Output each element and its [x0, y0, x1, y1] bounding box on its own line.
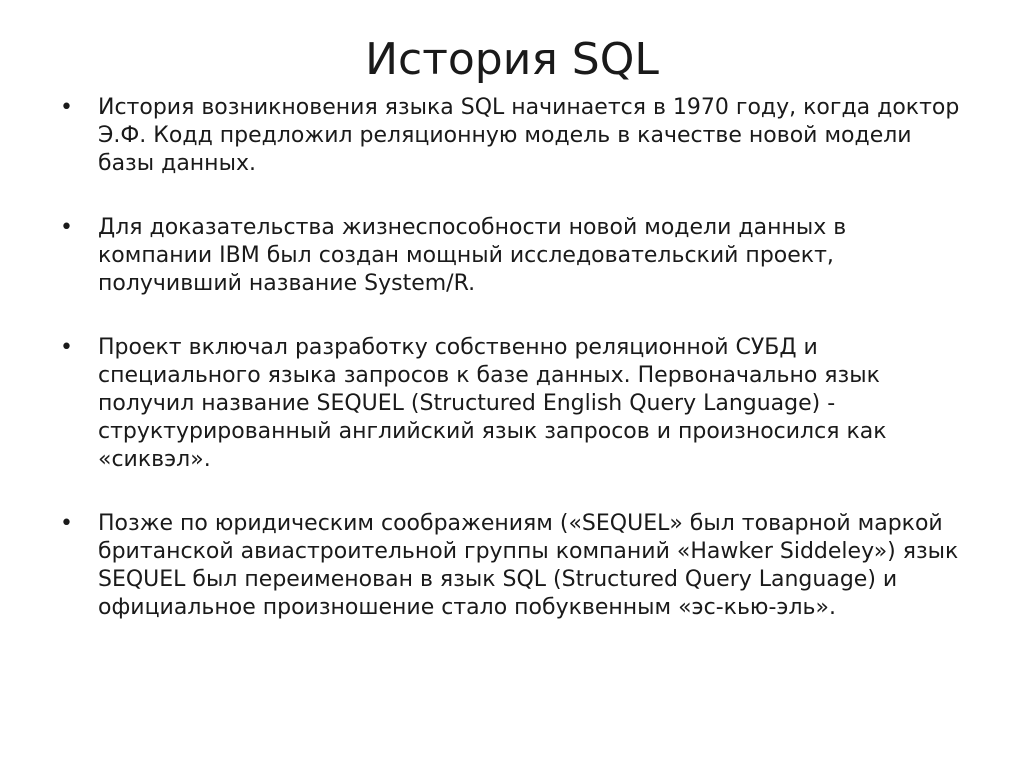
bullet-item	[60, 94, 960, 178]
bullet-text: Проект включал разработку собственно реляционной СУБД и специального языка запросов к базе данных. Первоначально язык получил название SEQUEL (Structured English Query Language) - структурированный английский язык запросов и произносился как «сиквэл».	[98, 335, 887, 472]
bullet-dot-icon: •	[60, 511, 73, 536]
bullet-text: Позже по юридическим соображениям («SEQUEL» был товарной маркой британской авиастроительной группы компаний «Hawker Siddeley») язык SEQUEL был переименован в язык SQL (Structured Query Language) и официальное произношение стало побуквенным «эс-кью-эль».	[98, 511, 959, 620]
bullet-dot-icon: •	[60, 215, 73, 240]
bullet-item	[60, 214, 960, 298]
bullet-text: Для доказательства жизнеспособности новой модели данных в компании IBM был создан мощный исследовательский проект, получивший название System/R.	[98, 215, 847, 296]
slide-title: История SQL	[365, 34, 659, 85]
bullet-item	[60, 510, 960, 622]
bullet-dot-icon: •	[60, 335, 73, 360]
bullet-dot-icon: •	[60, 95, 73, 120]
bullet-list	[60, 94, 960, 658]
bullet-text: История возникновения языка SQL начинается в 1970 году, когда доктор Э.Ф. Кодд предложил реляционную модель в качестве новой модели базы данных.	[98, 95, 960, 176]
bullet-item	[60, 334, 960, 474]
